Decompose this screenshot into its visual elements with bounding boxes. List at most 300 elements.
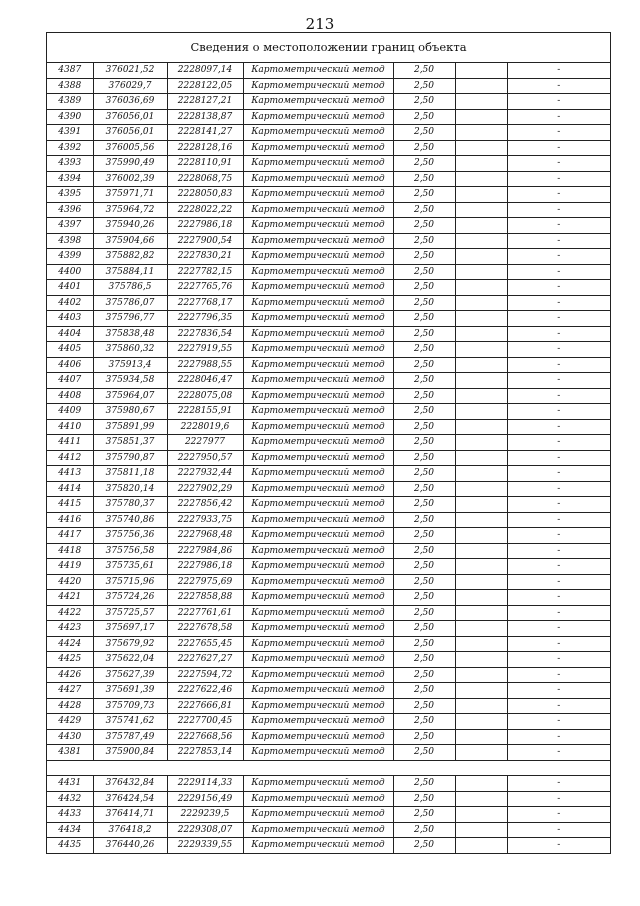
table-row — [47, 714, 610, 730]
method-cell: Картометрический метод — [243, 435, 393, 451]
description-cell — [455, 466, 507, 482]
coord-y-cell: 2227988,55 — [167, 357, 243, 373]
coord-y-cell: 2227627,27 — [167, 652, 243, 668]
coord-x-cell: 375697,17 — [93, 621, 167, 637]
point-number-cell: 4407 — [47, 373, 93, 389]
coord-y-cell: 2227830,21 — [167, 249, 243, 265]
method-cell: Картометрический метод — [243, 419, 393, 435]
method-cell: Картометрический метод — [243, 326, 393, 342]
point-number-cell: 4404 — [47, 326, 93, 342]
method-cell: Картометрический метод — [243, 187, 393, 203]
description-cell — [455, 512, 507, 528]
accuracy-cell: 2,50 — [393, 78, 455, 94]
note-cell: - — [507, 171, 610, 187]
table-row — [47, 838, 610, 853]
table-row — [47, 63, 610, 78]
coord-y-cell: 2228128,16 — [167, 140, 243, 156]
coord-x-cell: 375913,4 — [93, 357, 167, 373]
table-row — [47, 280, 610, 296]
coord-y-cell: 2229114,33 — [167, 776, 243, 792]
description-cell — [455, 109, 507, 125]
method-cell: Картометрический метод — [243, 776, 393, 792]
point-number-cell: 4416 — [47, 512, 93, 528]
method-cell: Картометрический метод — [243, 838, 393, 853]
description-cell — [455, 435, 507, 451]
point-number-cell: 4417 — [47, 528, 93, 544]
table-row — [47, 605, 610, 621]
note-cell: - — [507, 78, 610, 94]
description-cell — [455, 605, 507, 621]
coord-x-cell: 375691,39 — [93, 683, 167, 699]
accuracy-cell: 2,50 — [393, 326, 455, 342]
method-cell: Картометрический метод — [243, 63, 393, 78]
method-cell: Картометрический метод — [243, 357, 393, 373]
table-header-title: Сведения о местоположении границ объекта — [47, 33, 610, 63]
point-number-cell: 4409 — [47, 404, 93, 420]
note-cell: - — [507, 838, 610, 853]
table-row — [47, 156, 610, 172]
table-row — [47, 621, 610, 637]
description-cell — [455, 94, 507, 110]
method-cell: Картометрический метод — [243, 714, 393, 730]
coord-y-cell: 2227668,56 — [167, 729, 243, 745]
table-row — [47, 745, 610, 761]
table-row — [47, 419, 610, 435]
method-cell: Картометрический метод — [243, 543, 393, 559]
coord-x-cell: 375884,11 — [93, 264, 167, 280]
table-row — [47, 574, 610, 590]
point-number-cell: 4425 — [47, 652, 93, 668]
method-cell: Картометрический метод — [243, 295, 393, 311]
note-cell: - — [507, 745, 610, 761]
method-cell: Картометрический метод — [243, 342, 393, 358]
point-number-cell: 4435 — [47, 838, 93, 853]
description-cell — [455, 140, 507, 156]
note-cell: - — [507, 450, 610, 466]
table-row — [47, 543, 610, 559]
coordinates-table — [47, 63, 610, 853]
description-cell — [455, 791, 507, 807]
coord-y-cell: 2228068,75 — [167, 171, 243, 187]
description-cell — [455, 621, 507, 637]
coord-x-cell: 375900,84 — [93, 745, 167, 761]
method-cell: Картометрический метод — [243, 264, 393, 280]
table-row — [47, 807, 610, 823]
note-cell: - — [507, 156, 610, 172]
coord-y-cell: 2227761,61 — [167, 605, 243, 621]
coord-y-cell: 2227986,18 — [167, 218, 243, 234]
point-number-cell: 4389 — [47, 94, 93, 110]
accuracy-cell: 2,50 — [393, 435, 455, 451]
note-cell: - — [507, 187, 610, 203]
point-number-cell: 4402 — [47, 295, 93, 311]
point-number-cell: 4419 — [47, 559, 93, 575]
point-number-cell: 4412 — [47, 450, 93, 466]
coord-x-cell: 376414,71 — [93, 807, 167, 823]
coord-x-cell: 375971,71 — [93, 187, 167, 203]
note-cell: - — [507, 435, 610, 451]
accuracy-cell: 2,50 — [393, 652, 455, 668]
description-cell — [455, 404, 507, 420]
description-cell — [455, 311, 507, 327]
method-cell: Картометрический метод — [243, 512, 393, 528]
table-row — [47, 326, 610, 342]
coord-y-cell: 2228122,05 — [167, 78, 243, 94]
accuracy-cell: 2,50 — [393, 233, 455, 249]
coord-x-cell: 375790,87 — [93, 450, 167, 466]
coord-x-cell: 375964,07 — [93, 388, 167, 404]
point-number-cell: 4426 — [47, 667, 93, 683]
point-number-cell: 4422 — [47, 605, 93, 621]
table-row — [47, 698, 610, 714]
method-cell: Картометрический метод — [243, 249, 393, 265]
accuracy-cell: 2,50 — [393, 94, 455, 110]
description-cell — [455, 714, 507, 730]
method-cell: Картометрический метод — [243, 218, 393, 234]
accuracy-cell: 2,50 — [393, 574, 455, 590]
point-number-cell: 4406 — [47, 357, 93, 373]
accuracy-cell: 2,50 — [393, 683, 455, 699]
description-cell — [455, 745, 507, 761]
coord-y-cell: 2227858,88 — [167, 590, 243, 606]
point-number-cell: 4381 — [47, 745, 93, 761]
point-number-cell: 4398 — [47, 233, 93, 249]
coord-y-cell: 2228141,27 — [167, 125, 243, 141]
accuracy-cell: 2,50 — [393, 342, 455, 358]
coord-x-cell: 375786,5 — [93, 280, 167, 296]
accuracy-cell: 2,50 — [393, 636, 455, 652]
coord-x-cell: 376432,84 — [93, 776, 167, 792]
coord-y-cell: 2227666,81 — [167, 698, 243, 714]
accuracy-cell: 2,50 — [393, 729, 455, 745]
description-cell — [455, 326, 507, 342]
description-cell — [455, 78, 507, 94]
description-cell — [455, 652, 507, 668]
method-cell: Картометрический метод — [243, 683, 393, 699]
coord-x-cell: 375820,14 — [93, 481, 167, 497]
note-cell: - — [507, 605, 610, 621]
coord-y-cell: 2228138,87 — [167, 109, 243, 125]
note-cell: - — [507, 326, 610, 342]
coord-y-cell: 2228050,83 — [167, 187, 243, 203]
method-cell: Картометрический метод — [243, 621, 393, 637]
coord-x-cell: 375740,86 — [93, 512, 167, 528]
coord-x-cell: 375622,04 — [93, 652, 167, 668]
method-cell: Картометрический метод — [243, 590, 393, 606]
method-cell: Картометрический метод — [243, 652, 393, 668]
coord-y-cell: 2229339,55 — [167, 838, 243, 853]
accuracy-cell: 2,50 — [393, 621, 455, 637]
method-cell: Картометрический метод — [243, 559, 393, 575]
point-number-cell: 4433 — [47, 807, 93, 823]
accuracy-cell: 2,50 — [393, 357, 455, 373]
point-number-cell: 4403 — [47, 311, 93, 327]
coord-y-cell: 2227796,35 — [167, 311, 243, 327]
table-row — [47, 388, 610, 404]
point-number-cell: 4414 — [47, 481, 93, 497]
note-cell: - — [507, 807, 610, 823]
table-row — [47, 249, 610, 265]
table-row — [47, 125, 610, 141]
note-cell: - — [507, 621, 610, 637]
note-cell: - — [507, 466, 610, 482]
description-cell — [455, 342, 507, 358]
coord-y-cell: 2228046,47 — [167, 373, 243, 389]
note-cell: - — [507, 233, 610, 249]
description-cell — [455, 419, 507, 435]
note-cell: - — [507, 714, 610, 730]
note-cell: - — [507, 590, 610, 606]
description-cell — [455, 528, 507, 544]
accuracy-cell: 2,50 — [393, 187, 455, 203]
accuracy-cell: 2,50 — [393, 559, 455, 575]
table-row — [47, 218, 610, 234]
coord-x-cell: 375787,49 — [93, 729, 167, 745]
point-number-cell: 4427 — [47, 683, 93, 699]
coord-x-cell: 375860,32 — [93, 342, 167, 358]
note-cell: - — [507, 419, 610, 435]
description-cell — [455, 481, 507, 497]
table-row — [47, 187, 610, 203]
description-cell — [455, 729, 507, 745]
note-cell: - — [507, 94, 610, 110]
table-row — [47, 295, 610, 311]
coord-x-cell: 376056,01 — [93, 109, 167, 125]
note-cell: - — [507, 388, 610, 404]
table-row — [47, 652, 610, 668]
method-cell: Картометрический метод — [243, 605, 393, 621]
description-cell — [455, 683, 507, 699]
point-number-cell: 4390 — [47, 109, 93, 125]
description-cell — [455, 698, 507, 714]
coord-x-cell: 376005,56 — [93, 140, 167, 156]
note-cell: - — [507, 373, 610, 389]
table-row — [47, 528, 610, 544]
point-number-cell: 4434 — [47, 822, 93, 838]
note-cell: - — [507, 683, 610, 699]
description-cell — [455, 125, 507, 141]
point-number-cell: 4408 — [47, 388, 93, 404]
coord-y-cell: 2228155,91 — [167, 404, 243, 420]
table-row — [47, 264, 610, 280]
accuracy-cell: 2,50 — [393, 404, 455, 420]
description-cell — [455, 295, 507, 311]
accuracy-cell: 2,50 — [393, 714, 455, 730]
point-number-cell: 4432 — [47, 791, 93, 807]
coord-x-cell: 375780,37 — [93, 497, 167, 513]
gap-cell — [47, 760, 610, 776]
method-cell: Картометрический метод — [243, 791, 393, 807]
coord-y-cell: 2228022,22 — [167, 202, 243, 218]
coord-x-cell: 375964,72 — [93, 202, 167, 218]
coord-y-cell: 2227902,29 — [167, 481, 243, 497]
boundary-sheet — [46, 32, 611, 854]
accuracy-cell: 2,50 — [393, 667, 455, 683]
description-cell — [455, 373, 507, 389]
accuracy-cell: 2,50 — [393, 497, 455, 513]
coord-y-cell: 2228075,08 — [167, 388, 243, 404]
coord-x-cell: 375756,58 — [93, 543, 167, 559]
accuracy-cell: 2,50 — [393, 481, 455, 497]
point-number-cell: 4418 — [47, 543, 93, 559]
note-cell: - — [507, 543, 610, 559]
note-cell: - — [507, 822, 610, 838]
coord-x-cell: 376021,52 — [93, 63, 167, 78]
table-row — [47, 94, 610, 110]
method-cell: Картометрический метод — [243, 311, 393, 327]
table-row — [47, 404, 610, 420]
coord-y-cell: 2229239,5 — [167, 807, 243, 823]
note-cell: - — [507, 729, 610, 745]
point-number-cell: 4392 — [47, 140, 93, 156]
point-number-cell: 4396 — [47, 202, 93, 218]
coord-x-cell: 375627,39 — [93, 667, 167, 683]
coord-x-cell: 375851,37 — [93, 435, 167, 451]
coord-y-cell: 2227984,86 — [167, 543, 243, 559]
coord-y-cell: 2227950,57 — [167, 450, 243, 466]
note-cell: - — [507, 404, 610, 420]
description-cell — [455, 543, 507, 559]
coord-x-cell: 375891,99 — [93, 419, 167, 435]
note-cell: - — [507, 280, 610, 296]
coord-y-cell: 2227919,55 — [167, 342, 243, 358]
description-cell — [455, 156, 507, 172]
point-number-cell: 4415 — [47, 497, 93, 513]
method-cell: Картометрический метод — [243, 140, 393, 156]
method-cell: Картометрический метод — [243, 636, 393, 652]
description-cell — [455, 497, 507, 513]
accuracy-cell: 2,50 — [393, 373, 455, 389]
method-cell: Картометрический метод — [243, 94, 393, 110]
accuracy-cell: 2,50 — [393, 791, 455, 807]
point-number-cell: 4413 — [47, 466, 93, 482]
point-number-cell: 4399 — [47, 249, 93, 265]
table-row — [47, 822, 610, 838]
method-cell: Картометрический метод — [243, 388, 393, 404]
note-cell: - — [507, 342, 610, 358]
point-number-cell: 4429 — [47, 714, 93, 730]
point-number-cell: 4424 — [47, 636, 93, 652]
accuracy-cell: 2,50 — [393, 125, 455, 141]
method-cell: Картометрический метод — [243, 78, 393, 94]
coord-y-cell: 2228097,14 — [167, 63, 243, 78]
table-row — [47, 311, 610, 327]
coord-x-cell: 376029,7 — [93, 78, 167, 94]
table-row — [47, 78, 610, 94]
coord-x-cell: 375741,62 — [93, 714, 167, 730]
note-cell: - — [507, 311, 610, 327]
method-cell: Картометрический метод — [243, 125, 393, 141]
method-cell: Картометрический метод — [243, 156, 393, 172]
accuracy-cell: 2,50 — [393, 543, 455, 559]
method-cell: Картометрический метод — [243, 822, 393, 838]
coord-x-cell: 375709,73 — [93, 698, 167, 714]
description-cell — [455, 388, 507, 404]
point-number-cell: 4411 — [47, 435, 93, 451]
description-cell — [455, 63, 507, 78]
accuracy-cell: 2,50 — [393, 745, 455, 761]
table-row — [47, 202, 610, 218]
coord-y-cell: 2227975,69 — [167, 574, 243, 590]
note-cell: - — [507, 264, 610, 280]
note-cell: - — [507, 698, 610, 714]
coord-x-cell: 376424,54 — [93, 791, 167, 807]
coord-y-cell: 2229156,49 — [167, 791, 243, 807]
accuracy-cell: 2,50 — [393, 450, 455, 466]
method-cell: Картометрический метод — [243, 450, 393, 466]
description-cell — [455, 667, 507, 683]
coord-x-cell: 375679,92 — [93, 636, 167, 652]
method-cell: Картометрический метод — [243, 528, 393, 544]
accuracy-cell: 2,50 — [393, 63, 455, 78]
note-cell: - — [507, 109, 610, 125]
point-number-cell: 4395 — [47, 187, 93, 203]
coord-y-cell: 2227968,48 — [167, 528, 243, 544]
accuracy-cell: 2,50 — [393, 156, 455, 172]
coord-x-cell: 376440,26 — [93, 838, 167, 853]
coord-x-cell: 376056,01 — [93, 125, 167, 141]
coord-y-cell: 2228019,6 — [167, 419, 243, 435]
description-cell — [455, 450, 507, 466]
point-number-cell: 4401 — [47, 280, 93, 296]
note-cell: - — [507, 528, 610, 544]
method-cell: Картометрический метод — [243, 497, 393, 513]
coord-y-cell: 2227986,18 — [167, 559, 243, 575]
point-number-cell: 4428 — [47, 698, 93, 714]
point-number-cell: 4420 — [47, 574, 93, 590]
coord-x-cell: 375980,67 — [93, 404, 167, 420]
table-row — [47, 497, 610, 513]
accuracy-cell: 2,50 — [393, 838, 455, 853]
coord-y-cell: 2228110,91 — [167, 156, 243, 172]
point-number-cell: 4391 — [47, 125, 93, 141]
coord-x-cell: 376002,39 — [93, 171, 167, 187]
coord-y-cell: 2227622,46 — [167, 683, 243, 699]
table-row — [47, 559, 610, 575]
coord-x-cell: 375882,82 — [93, 249, 167, 265]
accuracy-cell: 2,50 — [393, 140, 455, 156]
accuracy-cell: 2,50 — [393, 822, 455, 838]
description-cell — [455, 590, 507, 606]
coord-x-cell: 375724,26 — [93, 590, 167, 606]
description-cell — [455, 218, 507, 234]
accuracy-cell: 2,50 — [393, 249, 455, 265]
note-cell: - — [507, 481, 610, 497]
note-cell: - — [507, 497, 610, 513]
point-number-cell: 4410 — [47, 419, 93, 435]
description-cell — [455, 233, 507, 249]
coord-y-cell: 2227856,42 — [167, 497, 243, 513]
description-cell — [455, 357, 507, 373]
description-cell — [455, 171, 507, 187]
method-cell: Картометрический метод — [243, 729, 393, 745]
description-cell — [455, 280, 507, 296]
note-cell: - — [507, 776, 610, 792]
note-cell: - — [507, 125, 610, 141]
note-cell: - — [507, 218, 610, 234]
accuracy-cell: 2,50 — [393, 171, 455, 187]
note-cell: - — [507, 202, 610, 218]
accuracy-cell: 2,50 — [393, 776, 455, 792]
point-number-cell: 4423 — [47, 621, 93, 637]
table-row — [47, 373, 610, 389]
description-cell — [455, 264, 507, 280]
coord-x-cell: 375735,61 — [93, 559, 167, 575]
method-cell: Картометрический метод — [243, 745, 393, 761]
description-cell — [455, 559, 507, 575]
coord-y-cell: 2227933,75 — [167, 512, 243, 528]
coord-y-cell: 2229308,07 — [167, 822, 243, 838]
